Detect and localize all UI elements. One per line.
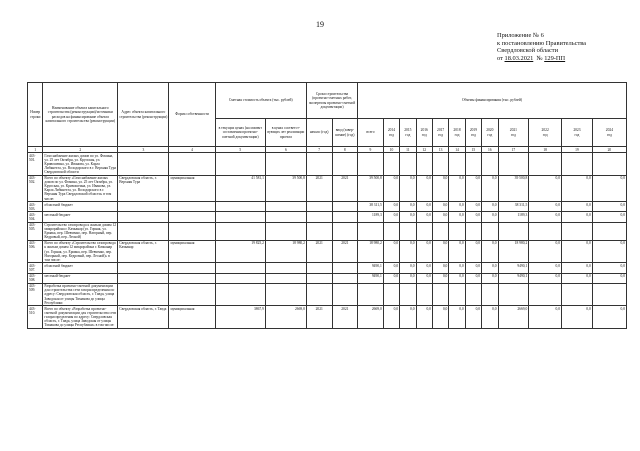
term-end-cell — [332, 202, 358, 212]
object-name-cell: областной бюджет — [43, 263, 118, 273]
year-value-cell — [592, 222, 626, 240]
year-value-cell: 0,0 — [416, 202, 432, 212]
header-ownership: Форма собственности — [169, 83, 215, 147]
row-number-cell: 443-503. — [28, 202, 43, 212]
year-value-cell: 18 980,2 — [498, 240, 529, 262]
year-value-cell: 0,0 — [432, 273, 448, 283]
object-name-cell: Всего по объекту «Разработка проектно-сметной документации для строительства сети газораспределения по адресу: Свердловская область, г. Тавда, улица Заводская от улицы Тимакова до улицы Республики» в том числе: — [44, 306, 117, 328]
year-value-cell — [432, 283, 448, 305]
year-value-cell: 0,0 — [529, 306, 562, 328]
table-row — [28, 306, 627, 328]
address-cell: Свердловская область, г. Верхняя Тура — [118, 175, 169, 202]
table-row — [28, 283, 627, 305]
year-value-cell: 0,0 — [592, 273, 626, 283]
column-number: 19 — [562, 147, 593, 153]
table-row — [28, 153, 627, 175]
row-number-cell: 443-508. — [28, 273, 43, 283]
table-row — [28, 202, 627, 212]
year-value-cell: 0,0 — [416, 263, 432, 273]
ownership-cell — [169, 212, 215, 222]
header-year-2024: 2024 год — [592, 119, 626, 147]
total-cell: 9490,1 — [358, 263, 384, 273]
column-number: 20 — [592, 147, 626, 153]
year-value-cell: 0,0 — [529, 240, 562, 262]
year-value-cell — [562, 283, 593, 305]
year-value-cell — [529, 222, 562, 240]
total-cell — [358, 283, 384, 305]
year-value-cell — [400, 283, 416, 305]
term-start-cell — [306, 153, 332, 175]
cost-forecast-cell — [265, 273, 306, 283]
year-value-cell: 0,0 — [529, 202, 562, 212]
approval-date: 18.03.2021 — [504, 54, 534, 62]
cost-forecast-cell — [265, 263, 306, 273]
column-number: 10 — [383, 147, 399, 153]
header-year-2020: 2020 год — [482, 119, 498, 147]
year-value-cell: 0,0 — [562, 306, 593, 328]
column-number: 6 — [265, 147, 306, 153]
year-value-cell: 0,0 — [432, 240, 448, 262]
year-value-cell: 0,0 — [400, 306, 416, 328]
column-number: 3 — [118, 147, 169, 153]
object-name-cell: Всего по объекту «Газоснабжение жилых домов по ул. Фомина, ул. 25 лет Октября, ул. Крупская, ул. Кривошеина, ул. Иванова, ул. Карла Либкнехта, ул. Володарского в г. Верхняя Тура Свердловской области» в том числе: — [43, 175, 118, 202]
address-cell — [118, 202, 169, 212]
term-end-cell — [332, 222, 358, 240]
year-value-cell: 1189,3 — [498, 212, 529, 222]
cost-forecast-cell — [265, 222, 306, 240]
header-object-name: Наименование объекта капитального строительства (реконструкции)/источники расходов на финансирование объекта капитального строительства (реконструкции) — [43, 83, 118, 147]
year-value-cell: 0,0 — [592, 240, 626, 262]
year-value-cell: 9490,1 — [498, 263, 529, 273]
object-name-cell: областной бюджет — [43, 202, 118, 212]
column-number: 5 — [215, 147, 265, 153]
ownership-cell — [169, 222, 215, 240]
total-cell — [358, 222, 384, 240]
year-value-cell: 0,0 — [449, 202, 465, 212]
year-value-cell: 0,0 — [465, 306, 481, 328]
term-end-cell: 2021 — [332, 306, 358, 328]
year-value-cell: 2669,0 — [498, 306, 529, 328]
table-row — [28, 175, 627, 202]
row-number-cell: 443-502. — [28, 175, 43, 202]
year-value-cell — [482, 222, 498, 240]
year-value-cell: 0,0 — [416, 306, 432, 328]
table-row — [28, 240, 627, 262]
cost-current-cell: 41 581,1 — [215, 175, 265, 202]
year-value-cell — [432, 153, 448, 175]
term-start-cell: 2021 — [306, 175, 332, 202]
header-year-2023: 2023 год — [562, 119, 593, 147]
term-end-cell — [332, 153, 358, 175]
cost-current-cell — [215, 222, 265, 240]
year-value-cell: 0,0 — [562, 240, 593, 262]
column-number: 15 — [465, 147, 481, 153]
header-year-2016: 2016 год — [416, 119, 432, 147]
row-number-cell: 443-505. — [28, 222, 43, 240]
year-value-cell — [498, 283, 529, 305]
term-end-cell — [332, 283, 358, 305]
header-year-2018: 2018 год — [449, 119, 465, 147]
term-end-cell — [332, 212, 358, 222]
approval-number: 129-ПП — [544, 54, 566, 62]
header-cost-forecast: в ценах соответст-вующих лет реализации проекта — [265, 119, 306, 147]
year-value-cell: 0,0 — [416, 212, 432, 222]
header-year-2019: 2019 год — [465, 119, 481, 147]
year-value-cell: 0,0 — [449, 273, 465, 283]
year-value-cell — [432, 222, 448, 240]
year-value-cell — [449, 222, 465, 240]
year-value-cell: 0,0 — [592, 212, 626, 222]
row-number-cell: 443-504. — [28, 212, 43, 222]
year-value-cell: 0,0 — [562, 175, 593, 202]
header-year-2021: 2021 год — [498, 119, 529, 147]
term-end-cell — [332, 273, 358, 283]
address-cell — [118, 263, 169, 273]
cost-forecast-cell — [265, 212, 306, 222]
year-value-cell: 0,0 — [482, 240, 498, 262]
column-number: 13 — [432, 147, 448, 153]
year-value-cell — [383, 153, 399, 175]
year-value-cell: 0,0 — [400, 263, 416, 273]
year-value-cell: 9490,1 — [498, 273, 529, 283]
header-address: Адрес объекта капитального строительства (реконструкции) — [118, 83, 169, 147]
column-number: 7 — [306, 147, 332, 153]
term-start-cell — [306, 283, 332, 305]
year-value-cell: 0,0 — [432, 175, 448, 202]
year-value-cell — [498, 222, 529, 240]
address-cell — [118, 222, 169, 240]
year-value-cell — [465, 283, 481, 305]
year-value-cell — [562, 222, 593, 240]
year-value-cell: 0,0 — [562, 273, 593, 283]
ownership-cell: муниципальная — [169, 240, 215, 262]
approval-line-2: к постановлению Правительства — [497, 39, 587, 47]
object-name-cell: местный бюджет — [43, 212, 118, 222]
year-value-cell: 0,0 — [449, 240, 465, 262]
row-number-cell: 443-509. — [28, 283, 43, 305]
approval-date-line — [497, 55, 586, 63]
year-value-cell: 0,0 — [383, 202, 399, 212]
header-year-2014: 2014 год — [383, 119, 399, 147]
total-cell: 39 500,8 — [358, 175, 384, 202]
column-number: 12 — [416, 147, 432, 153]
year-value-cell — [482, 283, 498, 305]
header-estimated-cost: Сметная стоимость объекта (тыс. рублей) — [215, 83, 306, 119]
object-name-cell: Разработка проектно-сметной документации для строительства сети газораспределения по адресу: Свердловская область, г. Тавда, улица Заводская от улицы Тимакова до улицы Республики — [43, 283, 118, 305]
year-value-cell: 0,0 — [400, 202, 416, 212]
year-value-cell: 0,0 — [465, 273, 481, 283]
year-value-cell: 0,0 — [400, 212, 416, 222]
cost-current-cell — [215, 263, 265, 273]
cost-current-cell — [215, 273, 265, 283]
total-cell: 2669,0 — [358, 306, 384, 328]
header-financing: Объемы финансирования (тыс. рублей) — [358, 83, 627, 119]
row-number-cell: 443-506. — [28, 240, 43, 262]
row-number-cell: 443-510. — [28, 306, 43, 328]
year-value-cell: 0,0 — [562, 263, 593, 273]
year-value-cell: 0,0 — [592, 202, 626, 212]
year-value-cell: 0,0 — [432, 306, 448, 328]
address-cell: Свердловская область, г. Тавда — [118, 306, 169, 328]
year-value-cell — [416, 153, 432, 175]
year-value-cell: 0,0 — [482, 175, 498, 202]
row-number-cell: 443-501. — [28, 153, 43, 175]
column-number: 17 — [498, 147, 529, 153]
header-row-1 — [28, 83, 627, 119]
column-number: 16 — [482, 147, 498, 153]
term-start-cell: 2021 — [306, 240, 332, 262]
year-value-cell: 0,0 — [482, 263, 498, 273]
year-value-cell — [465, 222, 481, 240]
cost-current-cell — [215, 283, 265, 305]
year-value-cell: 0,0 — [465, 202, 481, 212]
table-row — [28, 212, 627, 222]
year-value-cell: 0,0 — [383, 240, 399, 262]
financing-table — [27, 82, 627, 329]
year-value-cell — [482, 153, 498, 175]
header-row-number: Номер строки — [28, 83, 43, 147]
year-value-cell — [383, 283, 399, 305]
year-value-cell: 0,0 — [482, 202, 498, 212]
object-name-cell: местный бюджет — [43, 273, 118, 283]
year-value-cell: 0,0 — [465, 212, 481, 222]
year-value-cell: 0,0 — [432, 263, 448, 273]
total-cell: 18 980,2 — [358, 240, 384, 262]
year-value-cell — [498, 153, 529, 175]
year-value-cell — [400, 153, 416, 175]
object-name-cell: Всего по объекту «Строительство газопровода к жилым домам 12 микрорайона г. Качканар (ул. Горняк, ул. Ермака, пер. Шевченко, пер. Нагорный, пер. Кедровый, пер. Лесной)» в том числе: — [43, 240, 118, 262]
term-end-cell: 2021 — [332, 240, 358, 262]
header-year-2015: 2015 год — [400, 119, 416, 147]
year-value-cell — [529, 153, 562, 175]
page-number: 19 — [316, 20, 324, 29]
address-cell — [118, 273, 169, 283]
year-value-cell: 0,0 — [383, 263, 399, 273]
total-cell — [358, 153, 384, 175]
cost-current-cell — [215, 202, 265, 212]
table-row — [28, 263, 627, 273]
approval-line-3: Свердловской области — [497, 47, 558, 55]
year-value-cell: 0,0 — [383, 273, 399, 283]
table-row — [28, 222, 627, 240]
year-value-cell: 0,0 — [449, 306, 465, 328]
cost-current-cell: 19 825,2 — [215, 240, 265, 262]
year-value-cell: 0,0 — [400, 240, 416, 262]
year-value-cell: 0,0 — [449, 263, 465, 273]
term-start-cell — [306, 263, 332, 273]
total-cell: 9490,1 — [358, 273, 384, 283]
ownership-cell — [169, 273, 215, 283]
header-year-2022: 2022 год — [529, 119, 562, 147]
ownership-cell: муниципальная — [169, 175, 215, 202]
year-value-cell: 0,0 — [432, 212, 448, 222]
year-value-cell: 0,0 — [383, 212, 399, 222]
ownership-cell: муниципальная — [169, 306, 215, 328]
column-number: 18 — [529, 147, 562, 153]
year-value-cell: 0,0 — [383, 306, 399, 328]
year-value-cell: 0,0 — [465, 175, 481, 202]
cost-forecast-cell — [265, 202, 306, 212]
year-value-cell: 0,0 — [449, 212, 465, 222]
year-value-cell: 0,0 — [465, 263, 481, 273]
cost-current-cell: 3867,9 — [215, 306, 265, 328]
year-value-cell: 0,0 — [562, 202, 593, 212]
year-value-cell: 0,0 — [529, 175, 562, 202]
number-prefix: № — [536, 54, 543, 62]
column-number: 4 — [169, 147, 215, 153]
year-value-cell — [383, 222, 399, 240]
date-prefix: от — [497, 54, 503, 62]
year-value-cell — [400, 222, 416, 240]
year-value-cell: 0,0 — [465, 240, 481, 262]
cost-current-cell — [215, 212, 265, 222]
header-term-end: ввод (завер-шение) (год) — [332, 119, 358, 147]
cost-forecast-cell: 2669,0 — [265, 306, 306, 328]
term-start-cell — [306, 222, 332, 240]
address-cell — [118, 212, 169, 222]
term-start-cell — [306, 212, 332, 222]
year-value-cell — [465, 153, 481, 175]
address-cell — [118, 283, 169, 305]
total-cell: 38 311,5 — [358, 202, 384, 212]
year-value-cell: 39 500,8 — [498, 175, 529, 202]
ownership-cell — [169, 263, 215, 273]
header-terms: Сроки строительства (проектно-сметных работ, экспертизы проектно-сметной документации) — [306, 83, 357, 119]
column-number: 14 — [449, 147, 465, 153]
cost-current-cell — [215, 153, 265, 175]
header-year-2017: 2017 год — [432, 119, 448, 147]
year-value-cell: 0,0 — [529, 273, 562, 283]
header-term-start: начало (год) — [306, 119, 332, 147]
year-value-cell: 0,0 — [400, 175, 416, 202]
year-value-cell: 38 311,5 — [498, 202, 529, 212]
year-value-cell: 0,0 — [416, 273, 432, 283]
term-end-cell: 2021 — [332, 175, 358, 202]
cost-forecast-cell — [265, 153, 306, 175]
year-value-cell: 0,0 — [416, 240, 432, 262]
year-value-cell: 0,0 — [482, 306, 498, 328]
year-value-cell: 0,0 — [416, 175, 432, 202]
header-cost-current: в текущих ценах (на момент составления проектно-сметной документации) — [215, 119, 265, 147]
approval-block — [497, 32, 586, 62]
year-value-cell: 0,0 — [432, 202, 448, 212]
ownership-cell — [169, 283, 215, 305]
year-value-cell: 0,0 — [562, 212, 593, 222]
year-value-cell — [449, 283, 465, 305]
year-value-cell — [416, 283, 432, 305]
year-value-cell: 0,0 — [592, 263, 626, 273]
column-number: 8 — [332, 147, 358, 153]
year-value-cell: 0,0 — [400, 273, 416, 283]
approval-line-1: Приложение № 6 — [497, 32, 544, 39]
year-value-cell — [529, 283, 562, 305]
cost-forecast-cell — [265, 283, 306, 305]
year-value-cell: 0,0 — [449, 175, 465, 202]
address-cell: Свердловская область, г. Качканар — [118, 240, 169, 262]
term-start-cell — [306, 273, 332, 283]
year-value-cell — [562, 153, 593, 175]
row-number-cell: 443-507. — [28, 263, 43, 273]
ownership-cell — [169, 202, 215, 212]
column-number: 9 — [358, 147, 384, 153]
term-start-cell — [306, 202, 332, 212]
column-number: 11 — [400, 147, 416, 153]
object-name-cell: Строительство газопровода к жилым домам 12 микрорайона г. Качканар (ул. Горняк, ул. Ермака, пер. Шевченко, пер. Нагорный, пер. Кедровый, пер. Лесной) — [44, 223, 117, 240]
cost-forecast-cell: 39 500,8 — [265, 175, 306, 202]
header-total: всего — [358, 119, 384, 147]
term-start-cell: 2021 — [306, 306, 332, 328]
ownership-cell — [169, 153, 215, 175]
year-value-cell: 0,0 — [482, 212, 498, 222]
year-value-cell: 0,0 — [529, 212, 562, 222]
table-row — [28, 273, 627, 283]
address-cell — [118, 153, 169, 175]
object-name-cell: Газоснабжение жилых домов по ул. Фомина, ул. 25 лет Октября, ул. Крупская, ул. Кривошеина, ул. Иванова, ул. Карла Либкнехта, ул. Володарского в г. Верхняя Тура Свердловской области — [44, 153, 116, 174]
term-end-cell — [332, 263, 358, 273]
total-cell: 1189,3 — [358, 212, 384, 222]
year-value-cell: 0,0 — [482, 273, 498, 283]
year-value-cell: 0,0 — [592, 175, 626, 202]
column-number: 1 — [28, 147, 43, 153]
year-value-cell — [592, 283, 626, 305]
year-value-cell: 0,0 — [592, 306, 626, 328]
year-value-cell — [592, 153, 626, 175]
year-value-cell — [449, 153, 465, 175]
column-number: 2 — [43, 147, 118, 153]
year-value-cell: 0,0 — [529, 263, 562, 273]
cost-forecast-cell: 18 980,2 — [265, 240, 306, 262]
year-value-cell — [416, 222, 432, 240]
year-value-cell: 0,0 — [383, 175, 399, 202]
